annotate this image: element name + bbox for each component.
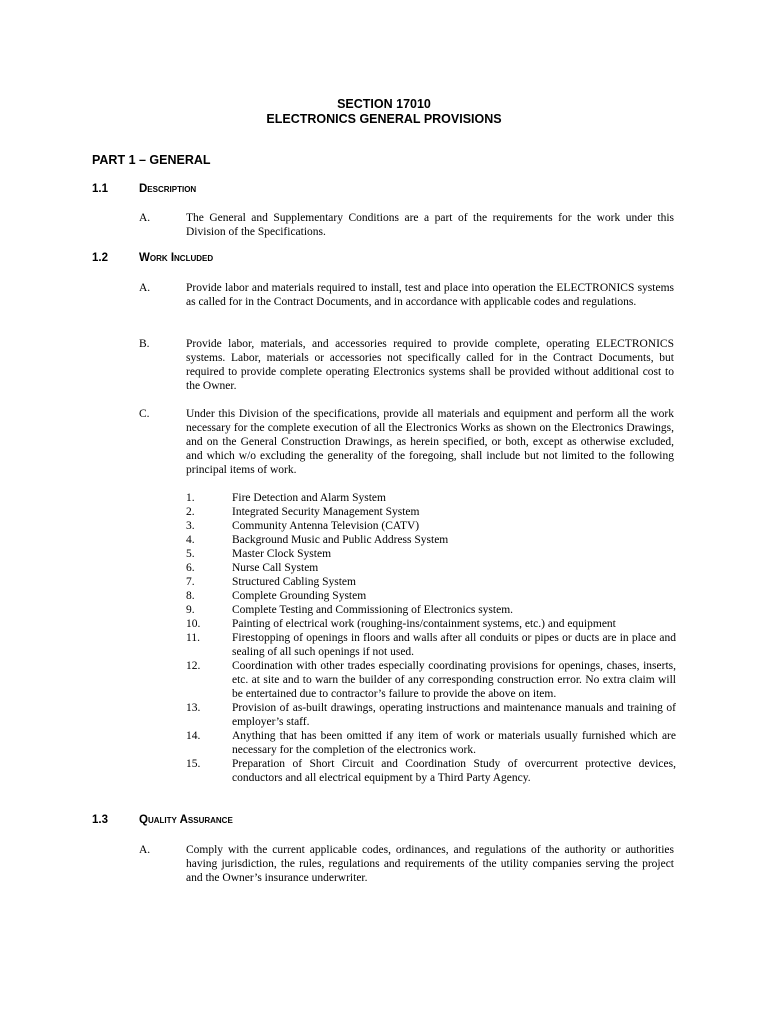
list-item: [186, 589, 676, 603]
section-1-2-item-b-text: Provide labor, materials, and accessories required to provide complete, operating ELECTRONICS systems. Labor, materials or accessories not specifically called for in the Contract Documents, but required to provide complete operating Electronics systems shall be provided without additional cost to the Owner.: [186, 338, 674, 392]
section-1-2-item-c-text: Under this Division of the specifications, provide all materials and equipment and perform all the work necessary for the complete execution of all the Electronics Works as shown on the Electronics Drawings, and on the General Construction Drawings, as herein specified, or both, except as otherwise excluded, and which w/o excluding the generality of the foregoing, shall include but not limited to the following principal items of work.: [186, 408, 674, 476]
list-item: [186, 491, 676, 505]
list-item-text: Nurse Call System: [232, 562, 319, 574]
list-item-text: Firestopping of openings in floors and walls after all conduits or pipes or ducts are in place and sealing of all such openings if not used.: [232, 632, 676, 658]
list-item: [186, 729, 676, 757]
section-1-1-item-a-text: The General and Supplementary Conditions are a part of the requirements for the work under this Division of the Specifications.: [186, 212, 674, 238]
list-item: [186, 519, 676, 533]
section-1-3-item-a-text: Comply with the current applicable codes, ordinances, and regulations of the authority or authorities having jurisdiction, the rules, regulations and requirements of the utility companies serving the project and the Owner’s insurance underwriter.: [186, 844, 674, 884]
list-item: [186, 533, 676, 547]
list-item-text: Structured Cabling System: [232, 576, 356, 588]
list-item-number: 4.: [186, 534, 195, 546]
section-1-1-number: 1.1: [92, 183, 108, 195]
list-item-number: 1.: [186, 492, 195, 504]
list-item-number: 2.: [186, 506, 195, 518]
list-item: [186, 505, 676, 519]
list-item: [186, 701, 676, 729]
list-item-number: 3.: [186, 520, 195, 532]
part-heading: PART 1 – GENERAL: [92, 153, 211, 167]
list-item-text: Painting of electrical work (roughing-ins/containment systems, etc.) and equipment: [232, 618, 616, 630]
section-1-2-item-c-label: C.: [139, 408, 150, 420]
list-item: [186, 603, 676, 617]
list-item-number: 14.: [186, 730, 201, 742]
list-item: [186, 631, 676, 659]
section-1-2-item-b-label: B.: [139, 338, 150, 350]
list-item: [186, 617, 676, 631]
section-title-heading: ELECTRONICS GENERAL PROVISIONS: [266, 112, 502, 126]
list-item-text: Complete Testing and Commissioning of Electronics system.: [232, 604, 514, 616]
list-item-number: 12.: [186, 660, 201, 672]
list-item-text: Preparation of Short Circuit and Coordination Study of overcurrent protective devices, conductors and all electrical equipment by a Third Party Agency.: [232, 758, 676, 784]
list-item-number: 6.: [186, 562, 195, 574]
list-item-text: Master Clock System: [232, 548, 332, 560]
section-number-heading: SECTION 17010: [337, 97, 431, 111]
section-1-1-item-a-label: A.: [139, 212, 151, 224]
list-item-text: Anything that has been omitted if any item of work or materials usually furnished which are necessary for the completion of the electronics work.: [232, 730, 676, 756]
section-1-1-title: Description: [139, 183, 197, 195]
list-item-number: 10.: [186, 618, 201, 630]
section-1-3-number: 1.3: [92, 814, 108, 826]
section-1-3-item-a-label: A.: [139, 844, 151, 856]
list-item: [186, 547, 676, 561]
section-1-3-title: Quality Assurance: [139, 814, 233, 826]
list-item: [186, 757, 676, 785]
list-item-text: Provision of as-built drawings, operating instructions and maintenance manuals and training of employer’s staff.: [232, 702, 676, 728]
section-1-2-title: Work Included: [139, 252, 214, 264]
list-item-text: Complete Grounding System: [232, 590, 367, 602]
list-item-number: 5.: [186, 548, 195, 560]
list-item-number: 7.: [186, 576, 195, 588]
list-item-text: Background Music and Public Address System: [232, 534, 449, 546]
list-item-number: 8.: [186, 590, 195, 602]
list-item-text: Fire Detection and Alarm System: [232, 492, 386, 504]
list-item-text: Integrated Security Management System: [232, 506, 420, 518]
list-item-text: Coordination with other trades especially coordinating provisions for openings, chases, inserts, etc. at site and to warn the builder of any corresponding construction error. No extra claim will be entertained due to contractor’s failure to provide the above on item.: [232, 660, 676, 700]
list-item: [186, 659, 676, 701]
section-1-2-item-a-label: A.: [139, 282, 151, 294]
list-item-number: 9.: [186, 604, 195, 616]
list-item-number: 15.: [186, 758, 201, 770]
work-items-list: [186, 491, 676, 785]
list-item-number: 13.: [186, 702, 201, 714]
list-item-number: 11.: [186, 632, 200, 644]
section-1-2-number: 1.2: [92, 252, 108, 264]
list-item: [186, 575, 676, 589]
section-1-2-item-a-text: Provide labor and materials required to install, test and place into operation the ELECTRONICS systems as called for in the Contract Documents, and in accordance with applicable codes and regulations.: [186, 282, 674, 308]
list-item-text: Community Antenna Television (CATV): [232, 520, 420, 532]
list-item: [186, 561, 676, 575]
